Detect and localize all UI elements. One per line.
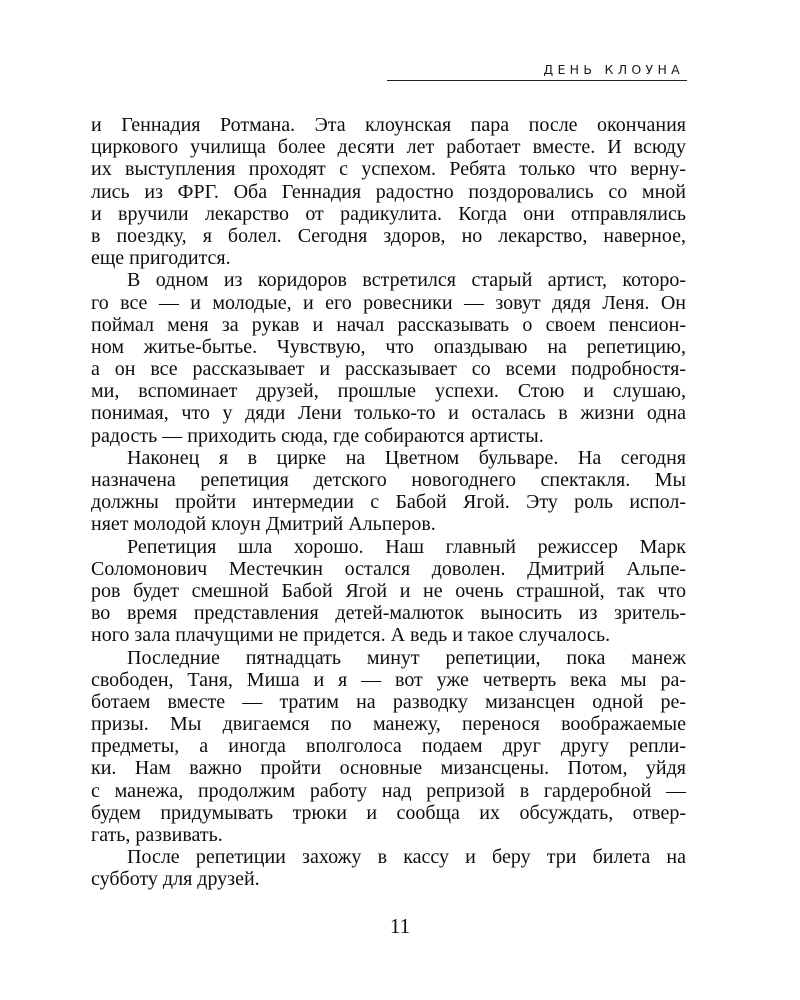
paragraph-line: ров будет смешной Бабой Ягой и не очень страшной, так что	[91, 579, 686, 602]
paragraph-line: призы. Мы двигаемся по манежу, перенося воображаемые	[91, 713, 686, 736]
paragraph-line: лись из ФРГ. Оба Геннадия радостно поздоровались со мной	[91, 180, 686, 203]
paragraph-line: ки. Нам важно пройти основные мизансцены. Потом, уйдя	[91, 757, 686, 780]
paragraph-line: а он все рассказывает и рассказывает со всеми подробностя-	[91, 358, 686, 381]
paragraph-line: субботу для друзей.	[91, 868, 260, 891]
paragraph-line: будем придумывать трюки и сообща их обсуждать, отвер-	[91, 801, 686, 824]
body-text	[91, 114, 686, 891]
paragraph-line: Последние пятнадцать минут репетиции, пока манеж	[127, 646, 686, 669]
paragraph-line: свободен, Таня, Миша и я — вот уже четверть века мы ра-	[91, 668, 686, 691]
page-number: 11	[389, 914, 411, 938]
paragraph-line: Соломонович Местечкин остался доволен. Дмитрий Альпе-	[91, 557, 686, 580]
paragraph-line: После репетиции захожу в кассу и беру три билета на	[127, 846, 686, 869]
paragraph-line: Наконец я в цирке на Цветном бульваре. На сегодня	[127, 446, 686, 469]
paragraph-line: радость — приходить сюда, где собираются артисты.	[91, 424, 544, 447]
paragraph-line: еще пригодится.	[91, 247, 231, 270]
paragraph-line: циркового училища более десяти лет работает вместе. И всюду	[91, 136, 686, 159]
paragraph-line: В одном из коридоров встретился старый артист, которо-	[127, 269, 686, 292]
paragraph-line: в поездку, я болел. Сегодня здоров, но лекарство, наверное,	[91, 224, 686, 247]
paragraph-line: их выступления проходят с успехом. Ребята только что верну-	[91, 158, 686, 181]
paragraph-line: ботаем вместе — тратим на разводку мизансцен одной ре-	[91, 690, 686, 713]
paragraph-line: должны пройти интермедии с Бабой Ягой. Эту роль испол-	[91, 491, 686, 514]
paragraph-line: ного зала плачущими не придется. А ведь и такое случалось.	[91, 624, 611, 647]
paragraph-line: Репетиция шла хорошо. Наш главный режиссер Марк	[127, 535, 686, 558]
paragraph-line: ми, вспоминает друзей, прошлые успехи. Стою и слушаю,	[91, 380, 686, 403]
paragraph-line: во время представления детей-малюток выносить из зритель-	[91, 602, 686, 625]
paragraph-line: ном житье-бытье. Чувствую, что опаздываю на репетицию,	[91, 335, 686, 358]
paragraph-line: предметы, а иногда вполголоса подаем друг другу репли-	[91, 735, 686, 758]
paragraph-line: и вручили лекарство от радикулита. Когда они отправлялись	[91, 202, 686, 225]
paragraph-line: гать, развивать.	[91, 824, 223, 846]
paragraph-line: назначена репетиция детского новогоднего спектакля. Мы	[91, 469, 686, 491]
paragraph-line: го все — и молодые, и его ровесники — зовут дядя Леня. Он	[91, 291, 686, 314]
header-rule	[387, 80, 687, 81]
paragraph-line: поймал меня за рукав и начал рассказывать о своем пенсион-	[91, 313, 686, 336]
paragraph-line: с манежа, продолжим работу над репризой в гардеробной —	[91, 779, 686, 802]
running-title: ДЕНЬ КЛОУНА	[543, 62, 684, 77]
paragraph-line: и Геннадия Ротмана. Эта клоунская пара после окончания	[91, 114, 686, 136]
paragraph-line: понимая, что у дяди Лени только-то и осталась в жизни одна	[91, 402, 686, 425]
paragraph-line: няет молодой клоун Дмитрий Альперов.	[91, 513, 436, 536]
